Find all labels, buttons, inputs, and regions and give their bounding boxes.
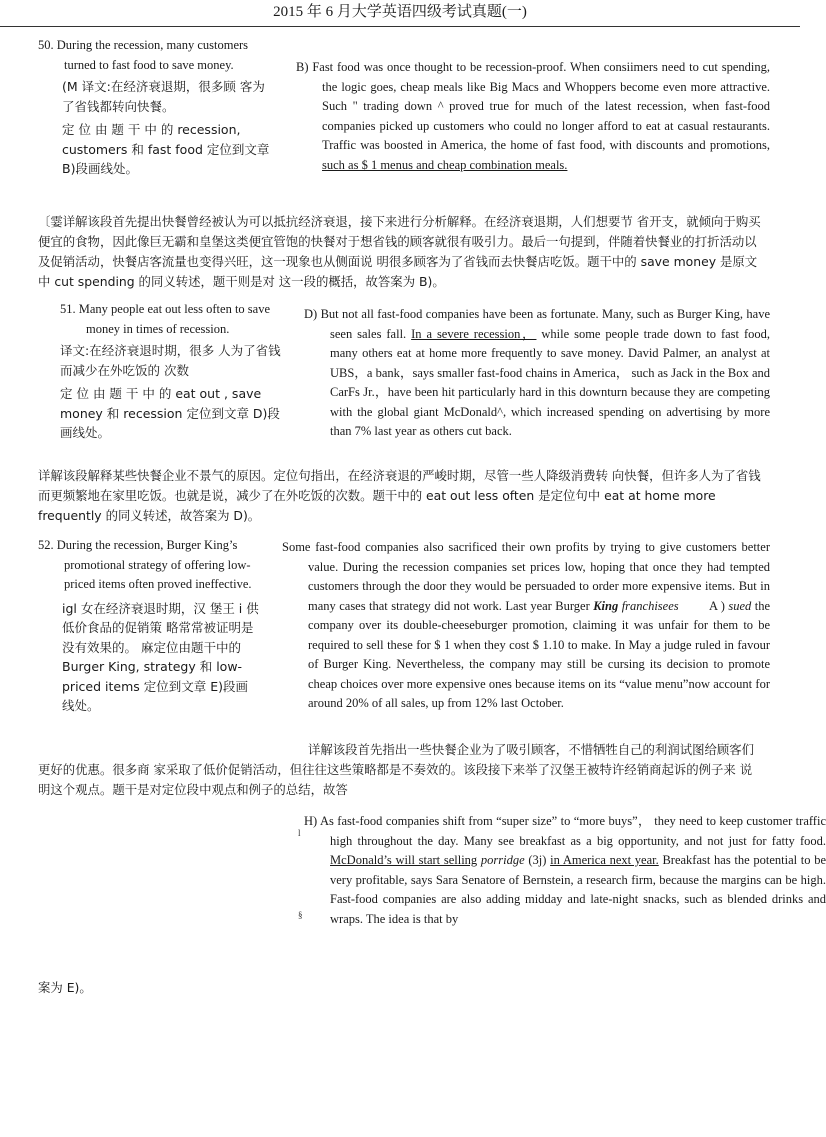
answer-52-tail: 案为 E)。	[38, 980, 92, 995]
page-header	[0, 0, 800, 27]
page-title: 2015 年 6 月大学英语四级考试真题(一)	[273, 4, 527, 20]
question-51-locate: 定 位 由 题 干 中 的 eat out , save money 和 recession 定位到文章 D)段画线处。	[60, 386, 280, 440]
paragraph-e-sued: sued	[728, 598, 752, 613]
margin-mark-2: §	[298, 910, 303, 920]
question-50-translation: (M 译文:在经济衰退期，很多顾 客为了省钱都转向快餐。	[62, 79, 265, 114]
paragraph-h-rest: Breakfast has the potential to be very profitable, says Sara Senatore of Bernstein, a research firm, because the margins can be high. Fast-food companies are also adding midday and late-night snacks, such as blended drinks and wraps. The idea is that by	[330, 853, 826, 926]
paragraph-d	[304, 305, 770, 442]
explanation-50: 〔霎详解该段首先提出快餐曾经被认为可以抵抗经济衰退，接下来进行分析解释。在经济衰退期，人们想要节 省开支，就倾向于购买便宜的食物，因此像巨无霸和皇堡这类便宜管饱的快餐对于想省钱的顾客就很有吸引力。最后一句提到，伴随着快餐业的打折活动以及促销活动，快餐店客流量也变得兴旺，这一现象也从侧面说 明很多顾客为了省钱而去快餐店吃饭。题干中的 save money 是原文中 cut spending 的同义转述，题干则是对 这一段的概括，故答案为 B)。	[38, 214, 761, 289]
paragraph-e-marker: A )	[708, 598, 725, 613]
paragraph-e-king: King	[593, 598, 619, 613]
question-50-text: 50. During the recession, many customers turned to fast food to save money.	[38, 38, 249, 72]
paragraph-h-underline-b: in America next year.	[550, 853, 659, 867]
explanation-52: 详解该段首先指出一些快餐企业为了吸引顾客，不惜牺牲自己的利润试图给顾客们更好的优惠。很多商 家采取了低价促销活动，但往往这些策略都是不奏效的。该段接下来举了汉堡王被特许经销商起诉的例子来 说明这个观点。题干是对定位段中观点和例子的总结，故答	[38, 742, 755, 797]
question-52-translation: igl 女在经济衰退时期，汉 堡王 i 供低价食品的促销策 略常常被证明是没有效果的。 麻定位由题干中的 Burger King, strategy 和 low-priced items 定位到文章 E)段画线处。	[62, 600, 259, 713]
paragraph-e-franchisees: franchisees	[621, 598, 679, 613]
question-52-text: 52. During the recession, Burger King’s promotional strategy of offering low-priced items often proved ineffective.	[38, 538, 252, 591]
paragraph-b	[296, 58, 770, 175]
paragraph-d-text-b: while some people trade down to fast food, many others eat at home more frequently to save money. David Palmer, an analyst at UBS，a bank，says smaller fast-food chains in America， such as Jack in the Box and CarFs Jr.，have been hit particularly hard in this downturn because they are competing with the global giant McDonald^, which increased spending on advertising by more than 7% last year as others cut back.	[330, 326, 770, 438]
question-52-block	[38, 536, 260, 716]
paragraph-b-underline: such as $ 1 menus and cheap combination meals.	[322, 157, 568, 172]
paragraph-e-text-2: double-cheeseburger promotion, claiming it was unfair for them to be required to sell these for $ 1 when they cost $ 1.10 to make. In May a judge ruled in favour of Burger King. Nevertheless, the company may still be cursing its decision to promote cheap choices over more expensive ones because items on its “value menu”now account for around 20% of all sales, up from 12% last October.	[308, 618, 771, 710]
paragraph-e-sued-suffix: the company over its	[308, 598, 771, 632]
paragraph-h-porridge: porridge	[480, 853, 525, 867]
paragraph-d-underline: In a severe recession，	[411, 326, 537, 341]
paragraph-e-text-1: Some fast-food companies also sacrificed their own profits by trying to give customers better value. During the recession companies set prices low, hoping that once they had tempted customers through the door they would be persuaded to order more expensive items. But in many cases that strategy did not work. Last year Burger	[282, 540, 770, 613]
question-51-block	[60, 300, 282, 443]
margin-mark-1: l	[298, 828, 301, 838]
paragraph-h	[304, 812, 826, 926]
paragraph-h-lead: H) As fast-food companies shift from “super size” to “more buys”， they need to keep customer traffic high throughout the day. Many see breakfast as a big opportunity, and not just for fatty food.	[304, 814, 826, 848]
question-50-block	[38, 36, 270, 179]
question-50-locate: 定 位 由 题 干 中 的 recession, customers 和 fast food 定位到文章 B)段画线处。	[62, 122, 270, 176]
paragraph-b-text: B) Fast food was once thought to be recession-proof. When consiimers need to cut spending, the logic goes, cheap meals like Big Macs and Whoppers become even more attractive. Such " trading down ^ proved true for much of the latest recession, when fast-food companies picked up customers who could no longer afford to eat at casual restaurants. Traffic was boosted in America, the home of fast food, with discounts and promotions,	[296, 60, 770, 152]
explanation-51: 详解该段解释某些快餐企业不景气的原因。定位句指出，在经济衰退的严峻时期，尽管一些人降级消费转 向快餐，但许多人为了省钱而更频繁地在家里吃饭。也就是说，减少了在外吃饭的次数。题干中的 eat out less often 是定位句中 eat at home more frequently 的同义转述，故答案为 D)。	[38, 468, 761, 523]
question-51-text: 51. Many people eat out less often to save money in times of recession.	[60, 302, 271, 336]
paragraph-h-mark: (3j)	[528, 853, 547, 867]
paragraph-h-underline-a: McDonald’s will start selling	[330, 853, 478, 867]
paragraph-d-text-a: D) But not all fast-food companies have been as fortunate. Many, such as Burger King, have seen sales fall.	[304, 307, 770, 341]
paragraph-e	[282, 538, 770, 714]
question-51-translation: 译文:在经济衰退时期，很多 人为了省钱而减少在外吃饭的 次数	[60, 343, 281, 378]
